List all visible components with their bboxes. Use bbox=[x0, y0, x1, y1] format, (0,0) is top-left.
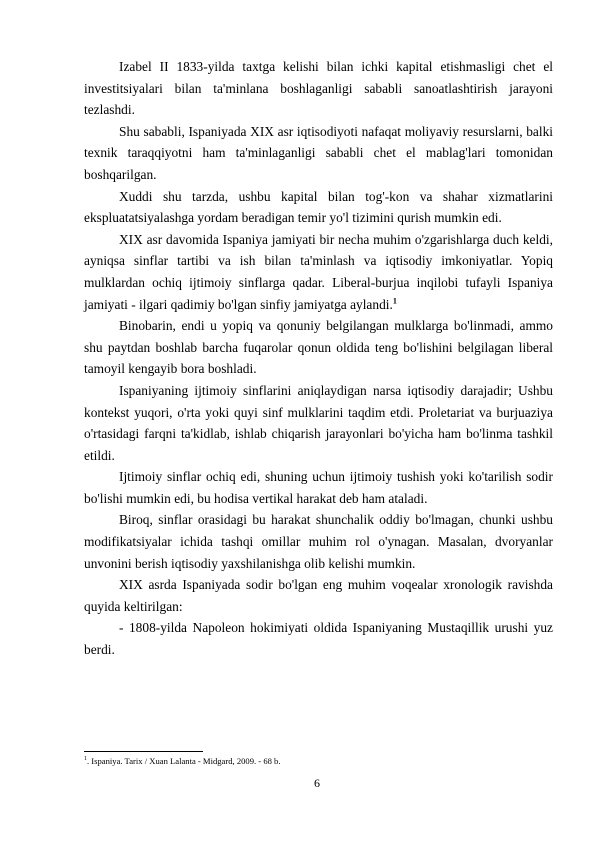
body-text bbox=[84, 56, 553, 661]
paragraph-3: Xuddi shu tarzda, ushbu kapital bilan tog'-kon va shahar xizmatlarini ekspluatatsiyalashga yordam beradigan temir yo'l tizimini qurish mumkin edi. bbox=[84, 188, 553, 226]
paragraph-4-text: XIX asr davomida Ispaniya jamiyati bir necha muhim o'zgarishlarga duch keldi, ayniqsa sinflar tartibi va ish bilan ta'minlash va iqtisodiy imkoniyatlar. Yopiq mulklardan ochiq ijtimoiy sinflarga qadar. Liberal-burjua inqilobi tufayli Ispaniya jamiyati - ilgari qadimiy bo'lgan sinfiy jamiyatga aylandi. bbox=[84, 231, 553, 312]
paragraph-8: Biroq, sinflar orasidagi bu harakat shunchalik oddiy bo'lmagan, chunki ushbu modifikatsiyalar ichida tashqi omillar muhim rol o'ynagan. Masalan, dvoryanlar unvonini berish iqtisodiy yaxshilanishga olib kelishi mumkin. bbox=[84, 512, 553, 571]
paragraph-10: - 1808-yilda Napoleon hokimiyati oldida Ispaniyaning Mustaqillik urushi yuz berdi. bbox=[84, 620, 553, 658]
footnote-reference[interactable]: 1 bbox=[392, 296, 397, 306]
paragraph-1: Izabel II 1833-yilda taxtga kelishi bilan ichki kapital etishmasligi chet el investitsiyalari bilan ta'minlana boshlaganligi sababli sanoatlashtirish jarayoni tezlashdi. bbox=[84, 59, 553, 118]
paragraph-4 bbox=[84, 229, 553, 315]
paragraph-2: Shu sababli, Ispaniyada XIX asr iqtisodiyoti nafaqat moliyaviy resurslarni, balki texnik taraqqiyotni ham ta'minlaganligi sababli chet el mablag'lari tomonidan boshqarilgan. bbox=[84, 123, 553, 182]
paragraph-6: Ispaniyaning ijtimoiy sinflarini aniqlaydigan narsa iqtisodiy darajadir; Ushbu kontekst yuqori, o'rta yoki quyi sinf mulklarini taqdim etdi. Proletariat va burjuaziya o'rtasidagi farqni ta'kidlab, ishlab chiqarish jarayonlari bo'yicha ham bo'linma tashkil etildi. bbox=[84, 382, 553, 463]
footnote-separator bbox=[84, 751, 203, 752]
paragraph-7: Ijtimoiy sinflar ochiq edi, shuning uchun ijtimoiy tushish yoki ko'tarilish sodir bo'lishi mumkin edi, bu hodisa vertikal harakat deb ham ataladi. bbox=[84, 469, 553, 506]
footnote-marker: 1 bbox=[84, 756, 87, 763]
paragraph-5: Binobarin, endi u yopiq va qonuniy belgilangan mulklarga bo'linmadi, ammo shu paytdan boshlab barcha fuqarolar qonun oldida teng bo'lishini belgilagan liberal tamoyil kengayib bora boshladi. bbox=[84, 318, 553, 377]
footnote bbox=[84, 755, 553, 767]
footnote-text: . Ispaniya. Tarix / Xuan Lalanta - Midgard, 2009. - 68 b. bbox=[87, 756, 281, 766]
paragraph-9: XIX asrda Ispaniyada sodir bo'lgan eng muhim voqealar xronologik ravishda quyida keltirilgan: bbox=[84, 577, 553, 614]
page-number: 6 bbox=[314, 776, 320, 790]
